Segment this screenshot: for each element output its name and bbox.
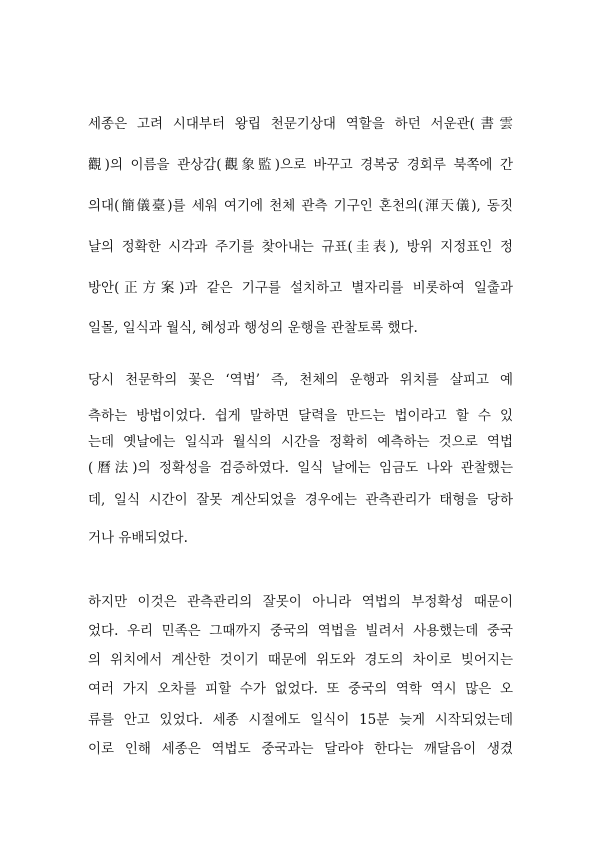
paragraph-2-line-4: (曆法)의 정확성을 검증하였다. 일식 날에는 임금도 나와 관찰했는 [88, 460, 513, 476]
paragraph-2-line-5: 데, 일식 시간이 잘못 계산되었을 경우에는 관측관리가 태형을 당하 [88, 492, 513, 508]
paragraph-2-line-2: 측하는 방법이었다. 쉽게 말하면 달력을 만드는 법이라고 할 수 있 [88, 408, 513, 424]
paragraph-3-line-4: 여러 가지 오차를 피할 수가 없었다. 또 중국의 역학 역시 많은 오 [88, 681, 513, 697]
paragraph-1-line-2: 觀)의 이름을 관상감(觀象監)으로 바꾸고 경복궁 경회루 북쪽에 간 [88, 157, 513, 173]
paragraph-1-line-6: 일몰, 일식과 월식, 혜성과 행성의 운행을 관찰토록 했다. [88, 320, 418, 336]
paragraph-3-line-3: 의 위치에서 계산한 것이기 때문에 위도와 경도의 차이로 빚어지는 [88, 652, 513, 668]
paragraph-1-line-3: 의대(簡儀臺)를 세워 여기에 천체 관측 기구인 혼천의(渾天儀), 동짓 [88, 198, 513, 214]
paragraph-3-line-6: 이로 인해 세종은 역법도 중국과는 달라야 한다는 깨달음이 생겼 [88, 741, 513, 757]
paragraph-2-line-1: 당시 천문학의 꽃은 ‘역법’ 즉, 천체의 운행과 위치를 살피고 예 [88, 372, 513, 388]
paragraph-2-line-3: 는데 옛날에는 일식과 월식의 시간을 정확히 예측하는 것으로 역법 [88, 434, 513, 450]
paragraph-1-line-5: 방안(正方案)과 같은 기구를 설치하고 별자리를 비롯하여 일출과 [88, 280, 513, 296]
paragraph-3-line-1: 하지만 이것은 관측관리의 잘못이 아니라 역법의 부정확성 때문이 [88, 594, 513, 610]
paragraph-3-line-5: 류를 안고 있었다. 세종 시절에도 일식이 15분 늦게 시작되었는데 [88, 712, 513, 728]
paragraph-2-line-6: 거나 유배되었다. [88, 530, 188, 546]
paragraph-1-line-1: 세종은 고려 시대부터 왕립 천문기상대 역할을 하던 서운관(書雲 [88, 116, 513, 132]
paragraph-3-line-2: 었다. 우리 민족은 그때까지 중국의 역법을 빌려서 사용했는데 중국 [88, 623, 513, 639]
paragraph-1-line-4: 날의 정확한 시각과 주기를 찾아내는 규표(圭表), 방위 지정표인 정 [88, 239, 513, 255]
